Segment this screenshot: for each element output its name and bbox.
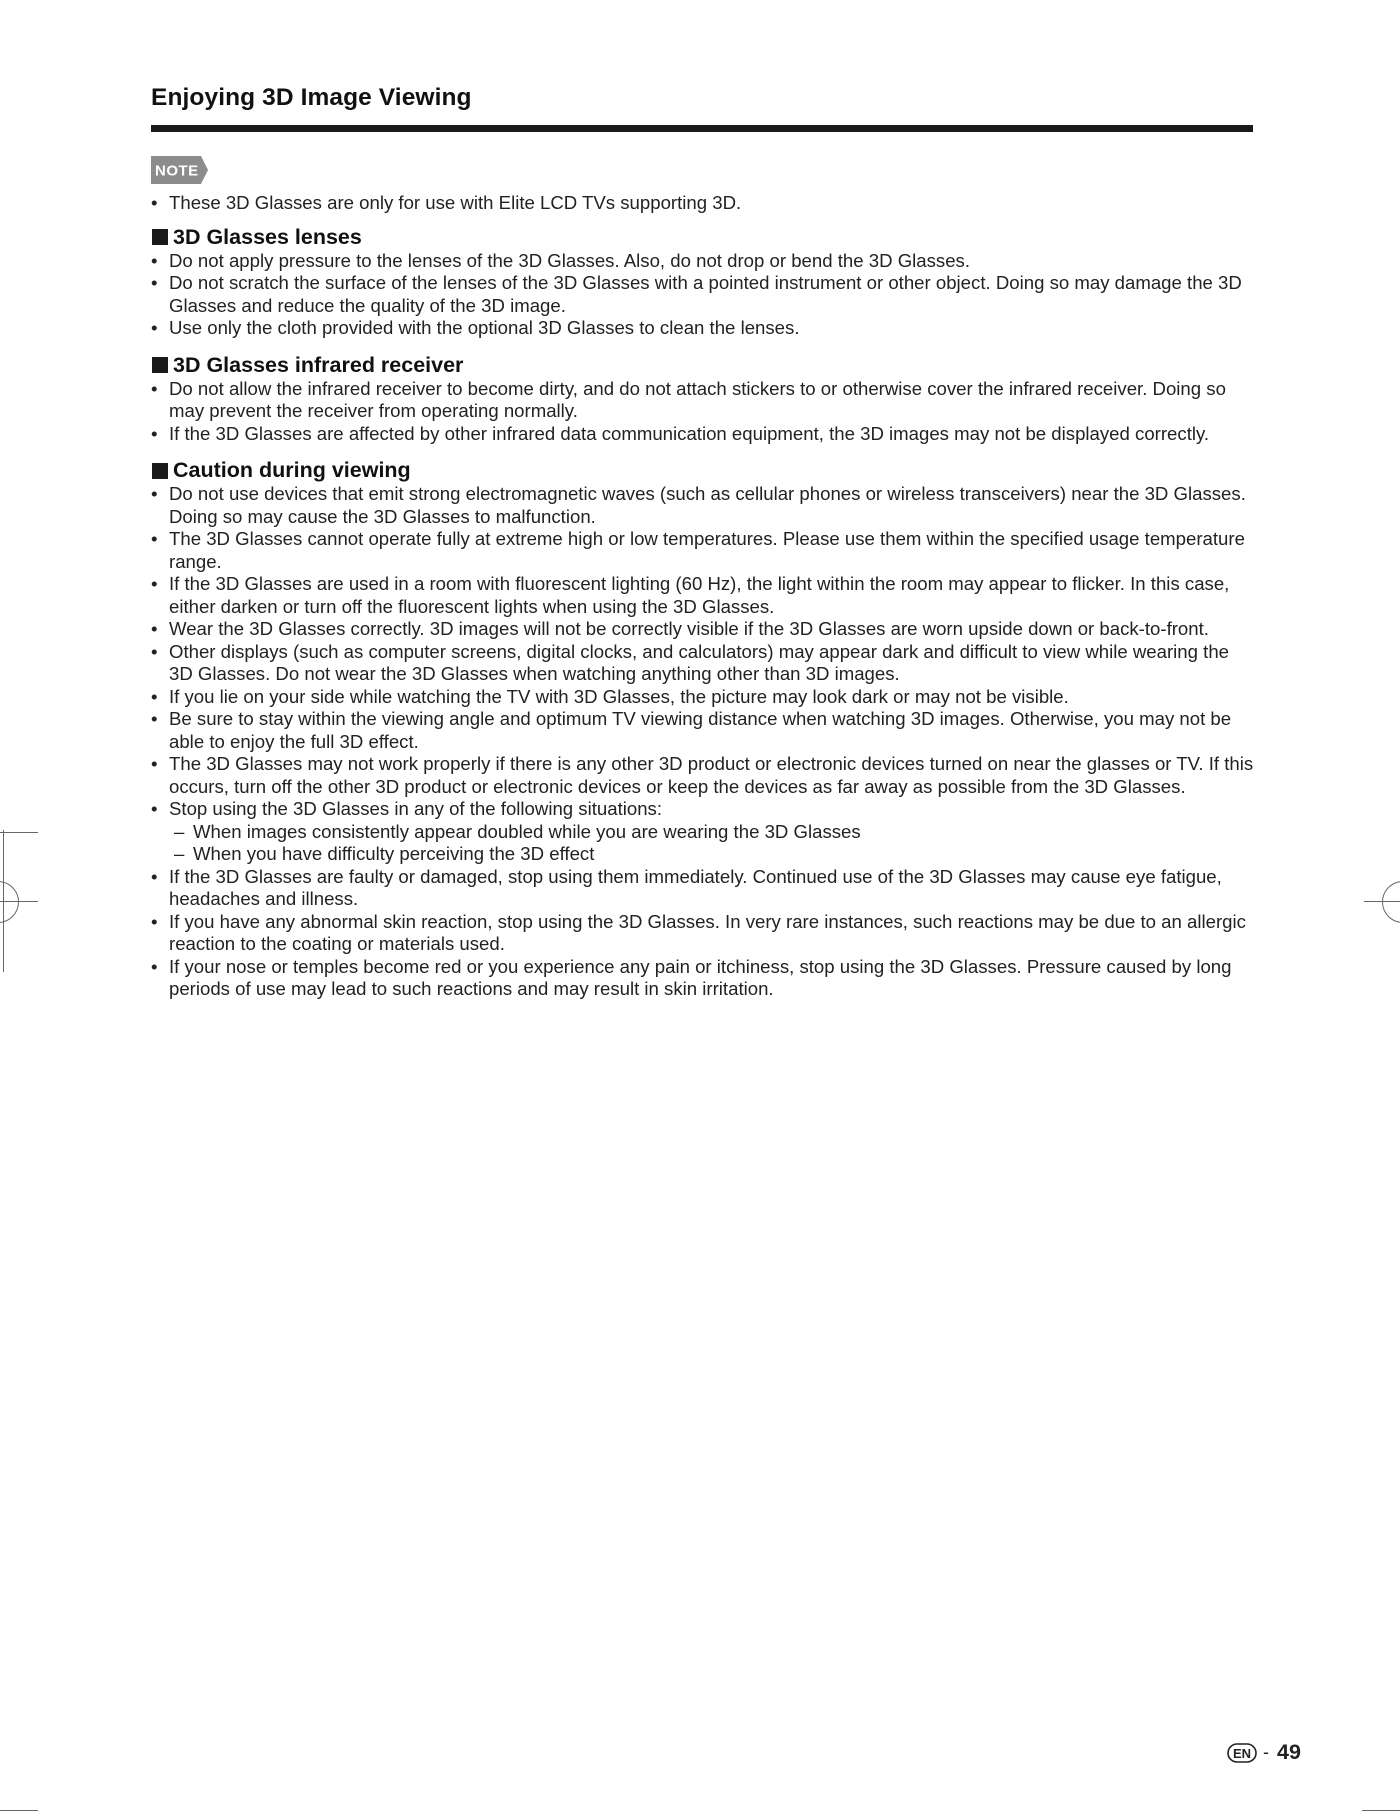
list-item: • Use only the cloth provided with the optional 3D Glasses to clean the lenses. bbox=[151, 317, 1257, 340]
list-item-stop bbox=[151, 798, 1257, 866]
list-item: • If the 3D Glasses are used in a room with fluorescent lighting (60 Hz), the light within the room may appear to flicker. In this case, either darken or turn off the fluorescent lights when using the 3D Glasses. bbox=[151, 573, 1257, 618]
square-bullet-icon bbox=[152, 357, 168, 373]
crop-mark-circle bbox=[0, 881, 19, 923]
section-heading-infrared bbox=[151, 353, 1257, 378]
section-heading-caution bbox=[151, 458, 1257, 483]
footer-separator: - bbox=[1263, 1742, 1269, 1762]
stop-sub-list bbox=[169, 821, 1257, 866]
list-item: • Do not scratch the surface of the lenses of the 3D Glasses with a pointed instrument or other object. Doing so may damage the 3D Glasses and reduce the quality of the 3D image. bbox=[151, 272, 1257, 317]
section-heading-text: Caution during viewing bbox=[173, 458, 411, 482]
list-item: • Do not use devices that emit strong electromagnetic waves (such as cellular phones or wireless transceivers) near the 3D Glasses. Doing so may cause the 3D Glasses to malfunction. bbox=[151, 483, 1257, 528]
language-label: EN bbox=[1232, 1745, 1252, 1761]
list-item: • The 3D Glasses cannot operate fully at extreme high or low temperatures. Please use them within the specified usage temperature range. bbox=[151, 528, 1257, 573]
list-item: • Do not apply pressure to the lenses of the 3D Glasses. Also, do not drop or bend the 3D Glasses. bbox=[151, 250, 1257, 273]
sub-list-item: – When you have difficulty perceiving the 3D effect bbox=[174, 843, 1257, 866]
title-rule bbox=[151, 125, 1253, 132]
list-item: • If your nose or temples become red or you experience any pain or itchiness, stop using the 3D Glasses. Pressure caused by long periods of use may lead to such reactions and may result in skin irritation. bbox=[151, 956, 1257, 1001]
page-content bbox=[151, 156, 1257, 1001]
section-heading-text: 3D Glasses lenses bbox=[173, 224, 362, 249]
list-item: • Be sure to stay within the viewing angle and optimum TV viewing distance when watching 3D images. Otherwise, you may not be able to enjoy the full 3D effect. bbox=[151, 708, 1257, 753]
note-list bbox=[151, 192, 1257, 215]
language-badge-icon bbox=[1227, 1743, 1257, 1763]
list-item: • If the 3D Glasses are affected by other infrared data communication equipment, the 3D images may not be displayed correctly. bbox=[151, 423, 1257, 446]
square-bullet-icon bbox=[152, 463, 168, 479]
list-item: • If you lie on your side while watching the TV with 3D Glasses, the picture may look dark or may not be visible. bbox=[151, 686, 1257, 709]
page-footer bbox=[1227, 1740, 1301, 1765]
crop-mark bbox=[0, 1810, 38, 1811]
section-heading-text: 3D Glasses infrared receiver bbox=[173, 352, 464, 377]
list-item: • If you have any abnormal skin reaction, stop using the 3D Glasses. In very rare instances, such reactions may be due to an allergic reaction to the coating or materials used. bbox=[151, 911, 1257, 956]
list-item: • The 3D Glasses may not work properly if there is any other 3D product or electronic devices turned on near the glasses or TV. If this occurs, turn off the other 3D product or electronic devices or keep the devices as far away as possible from the 3D Glasses. bbox=[151, 753, 1257, 798]
list-item: • These 3D Glasses are only for use with Elite LCD TVs supporting 3D. bbox=[151, 192, 1257, 215]
lenses-list bbox=[151, 250, 1257, 340]
list-item: • If the 3D Glasses are faulty or damaged, stop using them immediately. Continued use of the 3D Glasses may cause eye fatigue, headaches and illness. bbox=[151, 866, 1257, 911]
note-label: NOTE bbox=[155, 162, 199, 180]
page-title: Enjoying 3D Image Viewing bbox=[151, 84, 472, 111]
crop-mark bbox=[1362, 1810, 1400, 1811]
page-number: 49 bbox=[1277, 1740, 1301, 1764]
caution-list bbox=[151, 483, 1257, 1001]
square-bullet-icon bbox=[152, 229, 168, 245]
list-item: • Other displays (such as computer screens, digital clocks, and calculators) may appear dark and difficult to view while wearing the 3D Glasses. Do not wear the 3D Glasses when watching anything other than 3D images. bbox=[151, 641, 1257, 686]
note-badge-shape bbox=[151, 156, 211, 184]
stop-item-text: Stop using the 3D Glasses in any of the following situations: bbox=[169, 798, 663, 819]
crop-mark bbox=[0, 901, 38, 902]
list-item: • Do not allow the infrared receiver to become dirty, and do not attach stickers to or otherwise cover the infrared receiver. Doing so may prevent the receiver from operating normally. bbox=[151, 378, 1257, 423]
infrared-list bbox=[151, 378, 1257, 446]
section-heading-lenses bbox=[151, 225, 1257, 250]
crop-mark-circle bbox=[1382, 881, 1400, 923]
note-badge bbox=[151, 156, 211, 184]
sub-list-item: – When images consistently appear doubled while you are wearing the 3D Glasses bbox=[174, 821, 1257, 844]
list-item: • Wear the 3D Glasses correctly. 3D images will not be correctly visible if the 3D Glasses are worn upside down or back-to-front. bbox=[151, 618, 1257, 641]
crop-mark bbox=[0, 832, 38, 833]
